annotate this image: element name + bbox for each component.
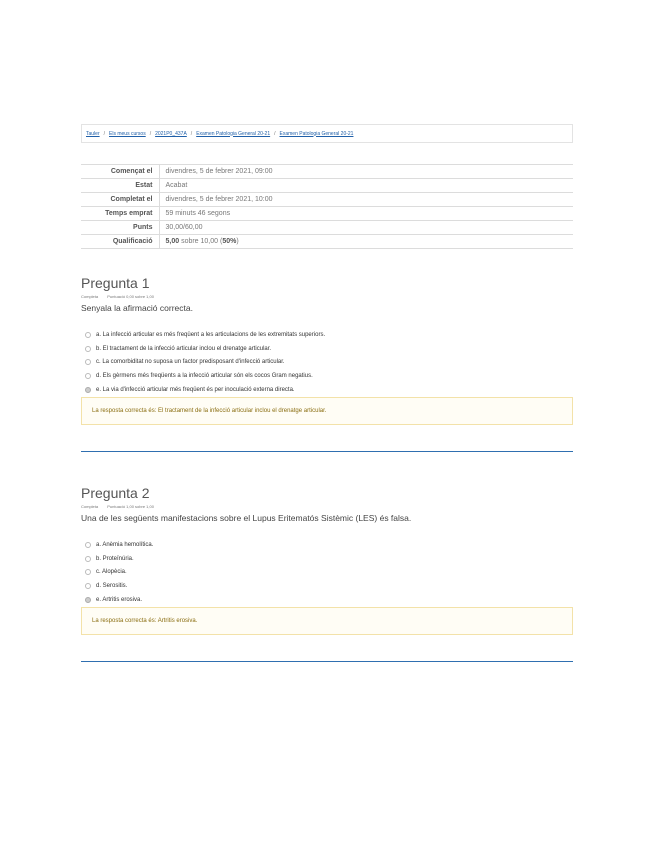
summary-label: Estat bbox=[81, 179, 159, 193]
summary-row-completed bbox=[81, 193, 573, 207]
answer-option[interactable] bbox=[81, 593, 573, 607]
answer-label: b. El tractament de la infecció articular inclou el drenatge articular. bbox=[96, 345, 272, 352]
answer-option[interactable] bbox=[81, 538, 573, 552]
summary-label: Temps emprat bbox=[81, 207, 159, 221]
breadcrumb-link-dashboard[interactable]: Tauler bbox=[86, 130, 100, 137]
answer-option[interactable] bbox=[81, 565, 573, 579]
radio-button[interactable] bbox=[85, 346, 91, 352]
radio-button[interactable] bbox=[85, 583, 91, 589]
question-text: Una de les següents manifestacions sobre el Lupus Eritematós Sistèmic (LES) és falsa. bbox=[81, 513, 412, 523]
question-mark: Puntuació 0,00 sobre 1,00 bbox=[107, 294, 154, 299]
summary-value: divendres, 5 de febrer 2021, 09:00 bbox=[165, 168, 273, 175]
question-2 bbox=[81, 485, 573, 635]
summary-value: Acabat bbox=[165, 182, 188, 189]
summary-row-state bbox=[81, 179, 573, 193]
breadcrumb-separator: / bbox=[103, 130, 106, 137]
grade-close: ) bbox=[236, 238, 239, 245]
breadcrumb-link-section[interactable]: Examen Patologia General 20-21 bbox=[196, 130, 271, 137]
answer-label: b. Proteïnúria. bbox=[96, 555, 134, 562]
answer-label: c. Alopècia. bbox=[96, 569, 127, 576]
question-state bbox=[81, 294, 573, 299]
answer-label: d. Serositis. bbox=[96, 582, 128, 589]
radio-button[interactable] bbox=[85, 569, 91, 575]
question-divider bbox=[81, 661, 573, 662]
breadcrumb-link-my-courses[interactable]: Els meus cursos bbox=[109, 130, 146, 137]
correct-answer-feedback: La resposta correcta és: El tractament de la infecció articular inclou el drenatge articular. bbox=[81, 397, 573, 425]
question-status: Completa bbox=[81, 504, 99, 509]
attempt-summary-table bbox=[81, 164, 573, 249]
breadcrumb-link-course[interactable]: 2021P0_437A bbox=[155, 130, 187, 137]
summary-row-marks bbox=[81, 221, 573, 235]
breadcrumb-separator: / bbox=[190, 130, 193, 137]
answer-option[interactable] bbox=[81, 369, 573, 383]
grade-value: 5,00 bbox=[165, 238, 180, 245]
summary-value: 59 minuts 46 segons bbox=[165, 210, 231, 217]
breadcrumb-separator: / bbox=[149, 130, 152, 137]
breadcrumb-separator: / bbox=[274, 130, 276, 137]
answer-option[interactable] bbox=[81, 342, 573, 356]
summary-value: divendres, 5 de febrer 2021, 10:00 bbox=[165, 196, 273, 203]
breadcrumb bbox=[81, 124, 573, 143]
answer-list bbox=[81, 538, 573, 606]
answer-label: d. Els gèrmens més freqüents a la infecció articular són els cocos Gram negatius. bbox=[96, 372, 313, 379]
question-divider bbox=[81, 451, 573, 452]
question-title: Pregunta 2 bbox=[81, 485, 150, 501]
question-state bbox=[81, 504, 573, 509]
summary-value: 30,00/60,00 bbox=[165, 224, 203, 231]
radio-button[interactable] bbox=[85, 542, 91, 548]
answer-option[interactable] bbox=[81, 552, 573, 566]
question-text: Senyala la afirmació correcta. bbox=[81, 303, 193, 313]
radio-button[interactable] bbox=[85, 556, 91, 562]
answer-label: c. La comorbiditat no suposa un factor predisposant d'infecció articular. bbox=[96, 359, 285, 366]
radio-button[interactable] bbox=[85, 373, 91, 379]
answer-list bbox=[81, 328, 573, 396]
grade-out-of: sobre 10,00 ( bbox=[179, 238, 223, 245]
grade-percent: 50% bbox=[222, 238, 237, 245]
answer-label: e. La via d'infecció articular més freqüent és per inoculació externa directa. bbox=[96, 386, 295, 393]
radio-button[interactable] bbox=[85, 332, 91, 338]
breadcrumb-link-quiz[interactable]: Examen Patologia General 20-21 bbox=[279, 130, 354, 137]
answer-label: e. Artritis erosiva. bbox=[96, 596, 143, 603]
summary-row-time-taken bbox=[81, 207, 573, 221]
correct-answer-feedback: La resposta correcta és: Artritis erosiva. bbox=[81, 607, 573, 635]
answer-option[interactable] bbox=[81, 355, 573, 369]
radio-button-selected[interactable] bbox=[85, 387, 91, 393]
summary-label: Completat el bbox=[81, 193, 159, 207]
question-1 bbox=[81, 275, 573, 425]
radio-button-selected[interactable] bbox=[85, 597, 91, 603]
answer-option[interactable] bbox=[81, 328, 573, 342]
summary-label: Punts bbox=[81, 221, 159, 235]
summary-row-grade bbox=[81, 235, 573, 249]
question-mark: Puntuació 1,00 sobre 1,00 bbox=[107, 504, 154, 509]
summary-label: Començat el bbox=[81, 165, 159, 179]
answer-label: a. La infecció articular es més freqüent a les articulacions de les extremitats superiors. bbox=[96, 331, 326, 338]
radio-button[interactable] bbox=[85, 359, 91, 365]
summary-row-started bbox=[81, 165, 573, 179]
summary-label: Qualificació bbox=[81, 235, 159, 249]
summary-value bbox=[159, 235, 573, 249]
question-title: Pregunta 1 bbox=[81, 275, 150, 291]
answer-option[interactable] bbox=[81, 579, 573, 593]
question-status: Completa bbox=[81, 294, 99, 299]
answer-option[interactable] bbox=[81, 383, 573, 397]
answer-label: a. Anèmia hemolítica. bbox=[96, 541, 154, 548]
